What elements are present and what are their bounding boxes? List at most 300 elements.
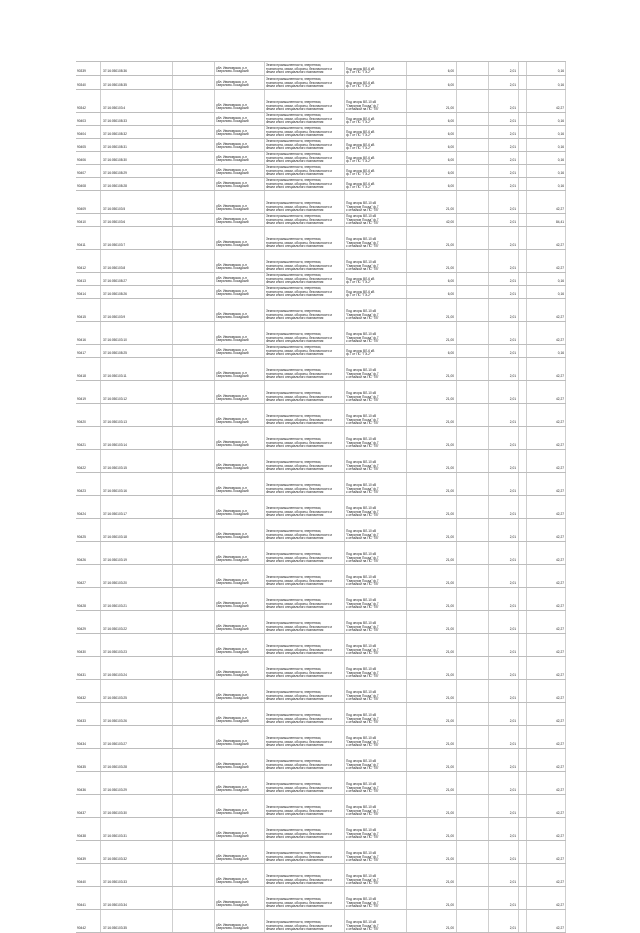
table-row: [76, 886, 566, 909]
table-row: [76, 725, 566, 748]
land-category-cell: Земли промышленности, энергетики, транспорта, связи, обороны, безопасности и земли иного специального назначения: [264, 286, 344, 298]
empty-cell: [456, 126, 488, 138]
table-row: [76, 213, 566, 226]
cadastral-number-cell: 37:16:050103:23: [100, 634, 172, 656]
land-category-cell: Земли промышленности, энергетики, транспорта, связи, обороны, безопасности и земли иного специального назначения: [264, 588, 344, 610]
empty-cell: [456, 772, 488, 794]
table-row: [76, 403, 566, 426]
permitted-use-cell: Под опоры ВЛ-6 кВ ф.7 от ПС "ТЭ-2": [344, 286, 406, 298]
tax-amount-cell: 42,27: [526, 657, 566, 679]
tax-amount-cell: 0,16: [526, 178, 566, 190]
tax-amount-cell: 42,27: [526, 703, 566, 725]
address-cell: обл. Ивановская, р-н Гаврилово-Посадский: [214, 864, 264, 886]
row-number-cell: 90439: [77, 857, 86, 862]
land-category-cell: Земли промышленности, энергетики, транспорта, связи, обороны, безопасности и земли иного специального назначения: [264, 126, 344, 138]
cadastral-number-cell: 37:16:050103:24: [100, 657, 172, 679]
area-cell: 21,00: [406, 427, 456, 449]
cadastral-number-cell: 37:16:050103:28: [100, 749, 172, 771]
empty-cell: [518, 404, 526, 426]
empty-cell: [172, 191, 214, 213]
row-number-cell: 90419: [77, 397, 86, 402]
tax-amount-cell: 42,27: [526, 611, 566, 633]
empty-cell: [518, 496, 526, 518]
tax-rate-cell: 2,01: [488, 703, 518, 725]
address-cell: обл. Ивановская, р-н Гаврилово-Посадский: [214, 322, 264, 344]
land-category-cell: Земли промышленности, энергетики, транспорта, связи, обороны, безопасности и земли иного специального назначения: [264, 772, 344, 794]
empty-cell: [456, 286, 488, 298]
tax-amount-cell: 42,27: [526, 864, 566, 886]
tax-amount-cell: 0,16: [526, 126, 566, 138]
empty-cell: [172, 519, 214, 541]
cadastral-number-cell: 37:16:050103:11: [100, 358, 172, 380]
cadastral-number-cell: 37:16:050103:25: [100, 680, 172, 702]
address-cell: обл. Ивановская, р-н Гаврилово-Посадский: [214, 565, 264, 587]
row-number-cell: 90431: [77, 673, 86, 678]
tax-rate-cell: 2,01: [488, 473, 518, 495]
area-cell: 6,00: [406, 152, 456, 164]
area-cell: 21,00: [406, 726, 456, 748]
empty-cell: [172, 286, 214, 298]
empty-cell: [172, 227, 214, 249]
table-row: [76, 75, 566, 89]
permitted-use-cell: Под опоры ВЛ-10 кВ "Гаврилов Посад" ф.7 с отпайкой на ПС "ГВ": [344, 634, 406, 656]
empty-cell: [172, 496, 214, 518]
address-cell: обл. Ивановская, р-н Гаврилово-Посадский: [214, 286, 264, 298]
area-cell: 21,00: [406, 519, 456, 541]
tax-rate-cell: 2,01: [488, 250, 518, 272]
area-cell: 6,00: [406, 62, 456, 75]
empty-cell: [172, 657, 214, 679]
address-cell: обл. Ивановская, р-н Гаврилово-Посадский: [214, 726, 264, 748]
empty-cell: [172, 62, 214, 75]
land-category-cell: Земли промышленности, энергетики, транспорта, связи, обороны, безопасности и земли иного специального назначения: [264, 214, 344, 226]
area-cell: 21,00: [406, 588, 456, 610]
empty-cell: [456, 611, 488, 633]
empty-cell: [172, 611, 214, 633]
row-number-cell: 90432: [77, 696, 86, 701]
tax-rate-cell: 2,01: [488, 680, 518, 702]
tax-rate-cell: 2,01: [488, 542, 518, 564]
table-row: [76, 380, 566, 403]
empty-cell: [456, 588, 488, 610]
address-cell: обл. Ивановская, р-н Гаврилово-Посадский: [214, 345, 264, 357]
empty-cell: [172, 214, 214, 226]
address-cell: обл. Ивановская, р-н Гаврилово-Посадский: [214, 214, 264, 226]
permitted-use-cell: Под опоры ВЛ-10 кВ "Гаврилов Посад" ф.7 с отпайкой на ПС "ГВ": [344, 90, 406, 112]
cadastral-number-cell: 37:16:050103:31: [100, 818, 172, 840]
address-cell: обл. Ивановская, р-н Гаврилово-Посадский: [214, 178, 264, 190]
row-number-cell: 90420: [77, 420, 86, 425]
tax-rate-cell: 2,01: [488, 273, 518, 285]
tax-amount-cell: 42,27: [526, 519, 566, 541]
empty-cell: [172, 178, 214, 190]
tax-rate-cell: 2,01: [488, 227, 518, 249]
land-category-cell: Земли промышленности, энергетики, транспорта, связи, обороны, безопасности и земли иного специального назначения: [264, 381, 344, 403]
permitted-use-cell: Под опоры ВЛ-10 кВ "Гаврилов Посад" ф.7 с отпайкой на ПС "ГВ": [344, 910, 406, 932]
empty-cell: [456, 358, 488, 380]
empty-cell: [518, 634, 526, 656]
empty-cell: [456, 250, 488, 272]
area-cell: 6,00: [406, 286, 456, 298]
tax-rate-cell: 2,01: [488, 657, 518, 679]
land-category-cell: Земли промышленности, энергетики, транспорта, связи, обороны, безопасности и земли иного специального назначения: [264, 749, 344, 771]
tax-amount-cell: 84,41: [526, 214, 566, 226]
permitted-use-cell: Под опоры ВЛ-6 кВ ф.7 от ПС "ТЭ-2": [344, 113, 406, 125]
address-cell: обл. Ивановская, р-н Гаврилово-Посадский: [214, 427, 264, 449]
empty-cell: [172, 841, 214, 863]
row-number-cell: 90430: [77, 650, 86, 655]
empty-cell: [518, 450, 526, 472]
land-category-cell: Земли промышленности, энергетики, транспорта, связи, обороны, безопасности и земли иного специального назначения: [264, 273, 344, 285]
tax-rate-cell: 2,01: [488, 286, 518, 298]
table-row: [76, 164, 566, 177]
land-category-cell: Земли промышленности, энергетики, транспорта, связи, обороны, безопасности и земли иного специального назначения: [264, 887, 344, 909]
empty-cell: [518, 657, 526, 679]
empty-cell: [456, 657, 488, 679]
land-category-cell: Земли промышленности, энергетики, транспорта, связи, обороны, безопасности и земли иного специального назначения: [264, 657, 344, 679]
empty-cell: [172, 152, 214, 164]
empty-cell: [456, 473, 488, 495]
land-category-cell: Земли промышленности, энергетики, транспорта, связи, обороны, безопасности и земли иного специального назначения: [264, 910, 344, 932]
empty-cell: [172, 345, 214, 357]
row-number-cell: 90437: [77, 811, 86, 816]
table-row: [76, 702, 566, 725]
empty-cell: [456, 273, 488, 285]
area-cell: 21,00: [406, 864, 456, 886]
permitted-use-cell: Под опоры ВЛ-10 кВ "Гаврилов Посад" ф.7 с отпайкой на ПС "ГВ": [344, 191, 406, 213]
land-category-cell: Земли промышленности, энергетики, транспорта, связи, обороны, безопасности и земли иного специального назначения: [264, 473, 344, 495]
cadastral-number-cell: 37:16:050108:30: [100, 152, 172, 164]
empty-cell: [518, 322, 526, 344]
row-number-cell: 90416: [77, 338, 86, 343]
cadastral-number-cell: 37:16:050103:4: [100, 90, 172, 112]
empty-cell: [518, 726, 526, 748]
cadastral-number-cell: 37:16:050103:17: [100, 496, 172, 518]
land-category-cell: Земли промышленности, энергетики, транспорта, связи, обороны, безопасности и земли иного специального назначения: [264, 358, 344, 380]
empty-cell: [456, 703, 488, 725]
table-row: [76, 285, 566, 298]
tax-amount-cell: 0,16: [526, 113, 566, 125]
empty-cell: [518, 473, 526, 495]
permitted-use-cell: Под опоры ВЛ-6 кВ ф.7 от ПС "ТЭ-2": [344, 178, 406, 190]
tax-rate-cell: 2,01: [488, 565, 518, 587]
area-cell: 21,00: [406, 634, 456, 656]
permitted-use-cell: Под опоры ВЛ-10 кВ "Гаврилов Посад" ф.7 с отпайкой на ПС "ГВ": [344, 473, 406, 495]
tax-amount-cell: 42,27: [526, 227, 566, 249]
empty-cell: [518, 358, 526, 380]
empty-cell: [456, 178, 488, 190]
empty-cell: [518, 76, 526, 89]
tax-rate-cell: 2,01: [488, 299, 518, 321]
address-cell: обл. Ивановская, р-н Гаврилово-Посадский: [214, 749, 264, 771]
land-category-cell: Земли промышленности, энергетики, транспорта, связи, обороны, безопасности и земли иного специального назначения: [264, 519, 344, 541]
empty-cell: [518, 381, 526, 403]
table-row: [76, 449, 566, 472]
address-cell: обл. Ивановская, р-н Гаврилово-Посадский: [214, 113, 264, 125]
row-number-cell: 90418: [77, 374, 86, 379]
address-cell: обл. Ивановская, р-н Гаврилово-Посадский: [214, 90, 264, 112]
table-row: [76, 679, 566, 702]
empty-cell: [172, 358, 214, 380]
row-number-cell: 90438: [77, 834, 86, 839]
area-cell: 6,00: [406, 178, 456, 190]
area-cell: 6,00: [406, 273, 456, 285]
empty-cell: [518, 887, 526, 909]
address-cell: обл. Ивановская, р-н Гаврилово-Посадский: [214, 76, 264, 89]
empty-cell: [456, 565, 488, 587]
cadastral-number-cell: 37:16:050103:9: [100, 299, 172, 321]
address-cell: обл. Ивановская, р-н Гаврилово-Посадский: [214, 273, 264, 285]
land-category-cell: Земли промышленности, энергетики, транспорта, связи, обороны, безопасности и земли иного специального назначения: [264, 139, 344, 151]
table-row: [76, 89, 566, 112]
land-category-cell: Земли промышленности, энергетики, транспорта, связи, обороны, безопасности и земли иного специального назначения: [264, 611, 344, 633]
tax-rate-cell: 2,01: [488, 113, 518, 125]
permitted-use-cell: Под опоры ВЛ-10 кВ "Гаврилов Посад" ф.7 с отпайкой на ПС "ГВ": [344, 887, 406, 909]
area-cell: 6,00: [406, 165, 456, 177]
tax-rate-cell: 2,01: [488, 404, 518, 426]
area-cell: 21,00: [406, 887, 456, 909]
tax-rate-cell: 2,01: [488, 214, 518, 226]
permitted-use-cell: Под опоры ВЛ-10 кВ "Гаврилов Посад" ф.7 с отпайкой на ПС "ГВ": [344, 496, 406, 518]
permitted-use-cell: Под опоры ВЛ-10 кВ "Гаврилов Посад" ф.7 с отпайкой на ПС "ГВ": [344, 680, 406, 702]
land-category-cell: Земли промышленности, энергетики, транспорта, связи, обороны, безопасности и земли иного специального назначения: [264, 62, 344, 75]
empty-cell: [172, 542, 214, 564]
address-cell: обл. Ивановская, р-н Гаврилово-Посадский: [214, 126, 264, 138]
empty-cell: [518, 345, 526, 357]
table-row: [76, 794, 566, 817]
empty-cell: [172, 795, 214, 817]
row-number-cell: 90425: [77, 535, 86, 540]
row-number-cell: 90441: [77, 903, 86, 908]
empty-cell: [172, 864, 214, 886]
row-number-cell: 90434: [77, 742, 86, 747]
area-cell: 6,00: [406, 139, 456, 151]
address-cell: обл. Ивановская, р-н Гаврилово-Посадский: [214, 404, 264, 426]
empty-cell: [518, 90, 526, 112]
area-cell: 6,00: [406, 113, 456, 125]
empty-cell: [172, 910, 214, 932]
tax-amount-cell: 42,27: [526, 496, 566, 518]
tax-amount-cell: 42,27: [526, 795, 566, 817]
cadastral-number-cell: 37:16:050103:32: [100, 841, 172, 863]
tax-amount-cell: 42,27: [526, 250, 566, 272]
area-cell: 6,00: [406, 76, 456, 89]
permitted-use-cell: Под опоры ВЛ-10 кВ "Гаврилов Посад" ф.7 с отпайкой на ПС "ГВ": [344, 250, 406, 272]
tax-amount-cell: 42,27: [526, 818, 566, 840]
row-number-cell: 90433: [77, 719, 86, 724]
land-category-cell: Земли промышленности, энергетики, транспорта, связи, обороны, безопасности и земли иного специального назначения: [264, 322, 344, 344]
address-cell: обл. Ивановская, р-н Гаврилово-Посадский: [214, 680, 264, 702]
address-cell: обл. Ивановская, р-н Гаврилово-Посадский: [214, 62, 264, 75]
empty-cell: [456, 191, 488, 213]
tax-rate-cell: 2,01: [488, 749, 518, 771]
empty-cell: [172, 703, 214, 725]
permitted-use-cell: Под опоры ВЛ-10 кВ "Гаврилов Посад" ф.7 с отпайкой на ПС "ГВ": [344, 795, 406, 817]
table-row: [76, 817, 566, 840]
address-cell: обл. Ивановская, р-н Гаврилово-Посадский: [214, 910, 264, 932]
tax-rate-cell: 2,01: [488, 152, 518, 164]
address-cell: обл. Ивановская, р-н Гаврилово-Посадский: [214, 299, 264, 321]
tax-rate-cell: 2,01: [488, 126, 518, 138]
table-row: [76, 226, 566, 249]
tax-rate-cell: 2,01: [488, 165, 518, 177]
permitted-use-cell: Под опоры ВЛ-10 кВ "Гаврилов Посад" ф.7 с отпайкой на ПС "ГВ": [344, 519, 406, 541]
area-cell: 21,00: [406, 611, 456, 633]
empty-cell: [518, 191, 526, 213]
cadastral-number-cell: 37:16:050103:19: [100, 542, 172, 564]
permitted-use-cell: Под опоры ВЛ-6 кВ ф.7 от ПС "ТЭ-2": [344, 126, 406, 138]
tax-rate-cell: 2,01: [488, 818, 518, 840]
empty-cell: [456, 345, 488, 357]
tax-amount-cell: 42,27: [526, 588, 566, 610]
empty-cell: [518, 273, 526, 285]
address-cell: обл. Ивановская, р-н Гаврилово-Посадский: [214, 795, 264, 817]
land-category-cell: Земли промышленности, энергетики, транспорта, связи, обороны, безопасности и земли иного специального назначения: [264, 450, 344, 472]
permitted-use-cell: Под опоры ВЛ-10 кВ "Гаврилов Посад" ф.7 с отпайкой на ПС "ГВ": [344, 657, 406, 679]
table-row: [76, 177, 566, 190]
land-category-cell: Земли промышленности, энергетики, транспорта, связи, обороны, безопасности и земли иного специального назначения: [264, 227, 344, 249]
area-cell: 21,00: [406, 322, 456, 344]
empty-cell: [456, 496, 488, 518]
land-category-cell: Земли промышленности, энергетики, транспорта, связи, обороны, безопасности и земли иного специального назначения: [264, 841, 344, 863]
empty-cell: [456, 450, 488, 472]
tax-rate-cell: 2,01: [488, 887, 518, 909]
permitted-use-cell: Под опоры ВЛ-10 кВ "Гаврилов Посад" ф.7 с отпайкой на ПС "ГВ": [344, 299, 406, 321]
empty-cell: [518, 795, 526, 817]
permitted-use-cell: Под опоры ВЛ-10 кВ "Гаврилов Посад" ф.7 с отпайкой на ПС "ГВ": [344, 864, 406, 886]
area-cell: 42,00: [406, 214, 456, 226]
address-cell: обл. Ивановская, р-н Гаврилово-Посадский: [214, 381, 264, 403]
address-cell: обл. Ивановская, р-н Гаврилово-Посадский: [214, 634, 264, 656]
cadastral-number-cell: 37:16:050103:7: [100, 227, 172, 249]
land-category-cell: Земли промышленности, энергетики, транспорта, связи, обороны, безопасности и земли иного специального назначения: [264, 404, 344, 426]
empty-cell: [456, 910, 488, 932]
tax-amount-cell: 42,27: [526, 841, 566, 863]
land-category-cell: Земли промышленности, энергетики, транспорта, связи, обороны, безопасности и земли иного специального назначения: [264, 726, 344, 748]
tax-rate-cell: 2,01: [488, 726, 518, 748]
cadastral-number-cell: 37:16:050108:29: [100, 165, 172, 177]
area-cell: 6,00: [406, 126, 456, 138]
row-number-cell: 90340: [77, 83, 86, 88]
cadastral-number-cell: 37:16:050103:12: [100, 381, 172, 403]
cadastral-number-cell: 37:16:050108:28: [100, 178, 172, 190]
tax-amount-cell: 42,27: [526, 910, 566, 932]
permitted-use-cell: Под опоры ВЛ-10 кВ "Гаврилов Посад" ф.7 с отпайкой на ПС "ГВ": [344, 214, 406, 226]
row-number-cell: 90440: [77, 880, 86, 885]
tax-rate-cell: 2,01: [488, 450, 518, 472]
permitted-use-cell: Под опоры ВЛ-10 кВ "Гаврилов Посад" ф.7 с отпайкой на ПС "ГВ": [344, 611, 406, 633]
empty-cell: [518, 139, 526, 151]
table-row: [76, 909, 566, 933]
row-number-cell: 90411: [77, 243, 86, 248]
empty-cell: [456, 841, 488, 863]
tax-amount-cell: 42,27: [526, 680, 566, 702]
table-row: [76, 633, 566, 656]
empty-cell: [456, 680, 488, 702]
table-row: [76, 863, 566, 886]
row-number-cell: 90428: [77, 604, 86, 609]
empty-cell: [518, 841, 526, 863]
tax-amount-cell: 0,16: [526, 345, 566, 357]
row-number-cell: 90339: [77, 69, 86, 74]
tax-amount-cell: 42,27: [526, 427, 566, 449]
tax-amount-cell: 42,27: [526, 404, 566, 426]
cadastral-number-cell: 37:16:050108:26: [100, 286, 172, 298]
tax-rate-cell: 2,01: [488, 139, 518, 151]
row-number-cell: 90442: [77, 926, 86, 931]
land-category-cell: Земли промышленности, энергетики, транспорта, связи, обороны, безопасности и земли иного специального назначения: [264, 542, 344, 564]
cadastral-number-cell: 37:16:050103:13: [100, 404, 172, 426]
tax-rate-cell: 2,01: [488, 381, 518, 403]
empty-cell: [172, 680, 214, 702]
table-row: [76, 495, 566, 518]
row-number-cell: 90342: [77, 106, 86, 111]
empty-cell: [456, 634, 488, 656]
tax-rate-cell: 2,01: [488, 611, 518, 633]
row-number-cell: 90404: [77, 132, 86, 137]
empty-cell: [456, 139, 488, 151]
address-cell: обл. Ивановская, р-н Гаврилово-Посадский: [214, 358, 264, 380]
permitted-use-cell: Под опоры ВЛ-6 кВ ф.7 от ПС "ТЭ-2": [344, 152, 406, 164]
empty-cell: [456, 165, 488, 177]
tax-amount-cell: 42,27: [526, 542, 566, 564]
cadastral-number-cell: 37:16:050108:25: [100, 345, 172, 357]
cadastral-number-cell: 37:16:050108:32: [100, 126, 172, 138]
address-cell: обл. Ивановская, р-н Гаврилово-Посадский: [214, 496, 264, 518]
tax-rate-cell: 2,01: [488, 864, 518, 886]
empty-cell: [172, 90, 214, 112]
permitted-use-cell: Под опоры ВЛ-10 кВ "Гаврилов Посад" ф.7 с отпайкой на ПС "ГВ": [344, 450, 406, 472]
empty-cell: [172, 76, 214, 89]
row-number-cell: 90403: [77, 119, 86, 124]
empty-cell: [172, 818, 214, 840]
tax-rate-cell: 2,01: [488, 795, 518, 817]
empty-cell: [456, 227, 488, 249]
empty-cell: [518, 864, 526, 886]
empty-cell: [172, 126, 214, 138]
empty-cell: [172, 139, 214, 151]
row-number-cell: 90407: [77, 171, 86, 176]
cadastral-number-cell: 37:16:050103:10: [100, 322, 172, 344]
row-number-cell: 90412: [77, 266, 86, 271]
empty-cell: [518, 772, 526, 794]
area-cell: 6,00: [406, 345, 456, 357]
empty-cell: [172, 165, 214, 177]
tax-amount-cell: 42,27: [526, 749, 566, 771]
tax-rate-cell: 2,01: [488, 496, 518, 518]
cadastral-number-cell: 37:16:050108:31: [100, 139, 172, 151]
cadastral-number-cell: 37:16:050103:6: [100, 214, 172, 226]
address-cell: обл. Ивановская, р-н Гаврилово-Посадский: [214, 887, 264, 909]
address-cell: обл. Ивановская, р-н Гаврилово-Посадский: [214, 841, 264, 863]
empty-cell: [172, 473, 214, 495]
address-cell: обл. Ивановская, р-н Гаврилово-Посадский: [214, 772, 264, 794]
tax-amount-cell: 42,27: [526, 634, 566, 656]
cadastral-number-cell: 37:16:050103:14: [100, 427, 172, 449]
land-category-cell: Земли промышленности, энергетики, транспорта, связи, обороны, безопасности и земли иного специального назначения: [264, 864, 344, 886]
empty-cell: [172, 113, 214, 125]
table-row: [76, 771, 566, 794]
empty-cell: [518, 113, 526, 125]
permitted-use-cell: Под опоры ВЛ-6 кВ ф.7 от ПС "ТЭ-2": [344, 62, 406, 75]
row-number-cell: 90422: [77, 466, 86, 471]
permitted-use-cell: Под опоры ВЛ-6 кВ ф.7 от ПС "ТЭ-2": [344, 273, 406, 285]
tax-rate-cell: 2,01: [488, 322, 518, 344]
empty-cell: [518, 152, 526, 164]
empty-cell: [456, 887, 488, 909]
permitted-use-cell: Под опоры ВЛ-10 кВ "Гаврилов Посад" ф.7 с отпайкой на ПС "ГВ": [344, 703, 406, 725]
area-cell: 21,00: [406, 90, 456, 112]
